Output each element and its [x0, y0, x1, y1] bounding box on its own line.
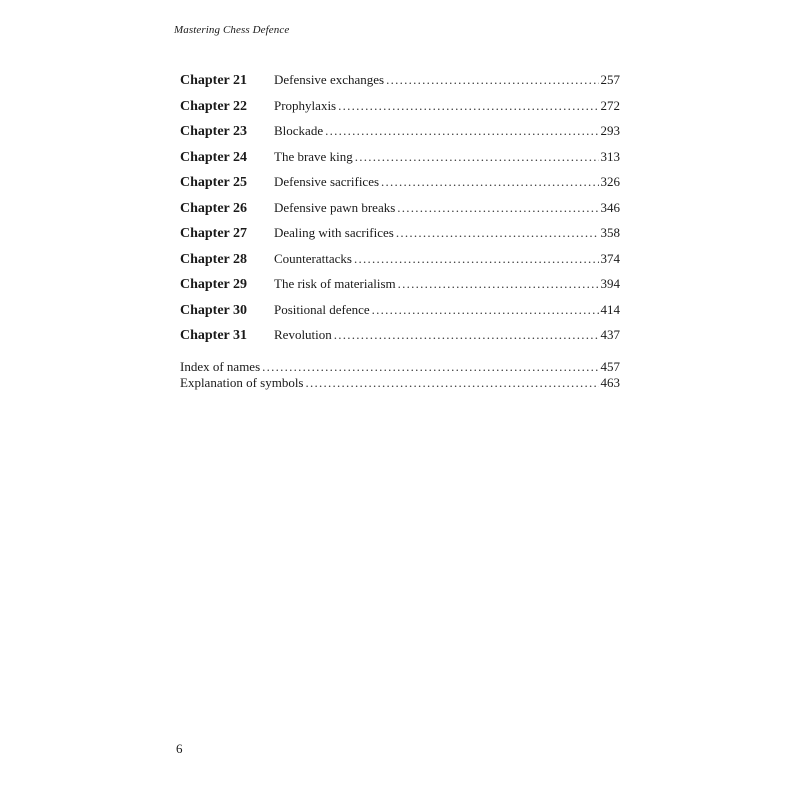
toc-chapter-row [180, 174, 620, 200]
dot-leader [262, 359, 598, 375]
toc-chapter-row [180, 123, 620, 149]
chapter-page-number: 346 [600, 199, 620, 215]
dot-leader [398, 276, 599, 292]
toc-chapter-row [180, 276, 620, 302]
toc-back-matter-row [180, 375, 620, 392]
dot-leader [381, 174, 598, 190]
back-matter-title: Index of names [180, 358, 261, 374]
chapter-page-number: 272 [600, 97, 620, 113]
dot-leader [334, 327, 599, 343]
chapter-number: Chapter 30 [180, 302, 248, 318]
chapter-title: Defensive exchanges [274, 72, 385, 87]
chapter-title: Defensive sacrifices [274, 174, 380, 189]
chapter-number: Chapter 21 [180, 73, 248, 88]
toc-chapter-row [180, 251, 620, 277]
chapter-page-number: 358 [600, 225, 620, 240]
chapter-title: Revolution [274, 327, 332, 342]
chapter-page-number: 313 [600, 148, 620, 164]
chapter-title: Positional defence [274, 301, 370, 317]
chapter-title: The brave king [274, 148, 353, 164]
dot-leader [355, 149, 599, 165]
toc-chapter-row [180, 200, 620, 226]
chapter-number: Chapter 27 [180, 226, 248, 241]
chapter-number: Chapter 31 [180, 328, 248, 343]
back-matter-page-number: 463 [600, 375, 620, 390]
chapter-page-number: 293 [600, 123, 620, 138]
chapter-number: Chapter 23 [180, 124, 248, 139]
toc-chapter-row [180, 327, 620, 353]
back-matter-page-number: 457 [600, 358, 620, 374]
toc-chapter-row [180, 98, 620, 124]
chapter-number: Chapter 22 [180, 98, 248, 114]
page-number: 6 [176, 741, 183, 756]
dot-leader [386, 72, 598, 88]
back-matter-title: Explanation of symbols [180, 375, 304, 390]
dot-leader [396, 225, 599, 241]
chapter-page-number: 437 [600, 327, 620, 342]
dot-leader [354, 251, 599, 267]
chapter-title: Blockade [274, 123, 324, 138]
chapter-title: Prophylaxis [274, 97, 337, 113]
chapter-number: Chapter 26 [180, 200, 248, 216]
chapter-title: Dealing with sacrifices [274, 225, 394, 240]
chapter-list [180, 72, 620, 353]
chapter-title: Defensive pawn breaks [274, 199, 396, 215]
dot-leader [306, 375, 599, 391]
chapter-page-number: 326 [600, 174, 620, 189]
chapter-page-number: 257 [600, 72, 620, 87]
dot-leader [397, 200, 598, 216]
chapter-title: Counterattacks [274, 250, 352, 266]
chapter-number: Chapter 25 [180, 175, 248, 190]
back-matter-list [180, 359, 620, 392]
toc-chapter-row [180, 149, 620, 175]
chapter-number: Chapter 29 [180, 277, 248, 292]
toc-chapter-row [180, 302, 620, 328]
chapter-number: Chapter 28 [180, 251, 248, 267]
dot-leader [372, 302, 599, 318]
dot-leader [338, 98, 598, 114]
chapter-number: Chapter 24 [180, 149, 248, 165]
toc-chapter-row [180, 72, 620, 98]
chapter-page-number: 414 [600, 301, 620, 317]
dot-leader [325, 123, 598, 139]
table-of-contents [180, 72, 620, 392]
chapter-title: The risk of materialism [274, 276, 396, 291]
running-head: Mastering Chess Defence [174, 24, 290, 36]
chapter-page-number: 394 [600, 276, 620, 291]
chapter-page-number: 374 [600, 250, 620, 266]
toc-back-matter-row [180, 359, 620, 376]
toc-chapter-row [180, 225, 620, 251]
